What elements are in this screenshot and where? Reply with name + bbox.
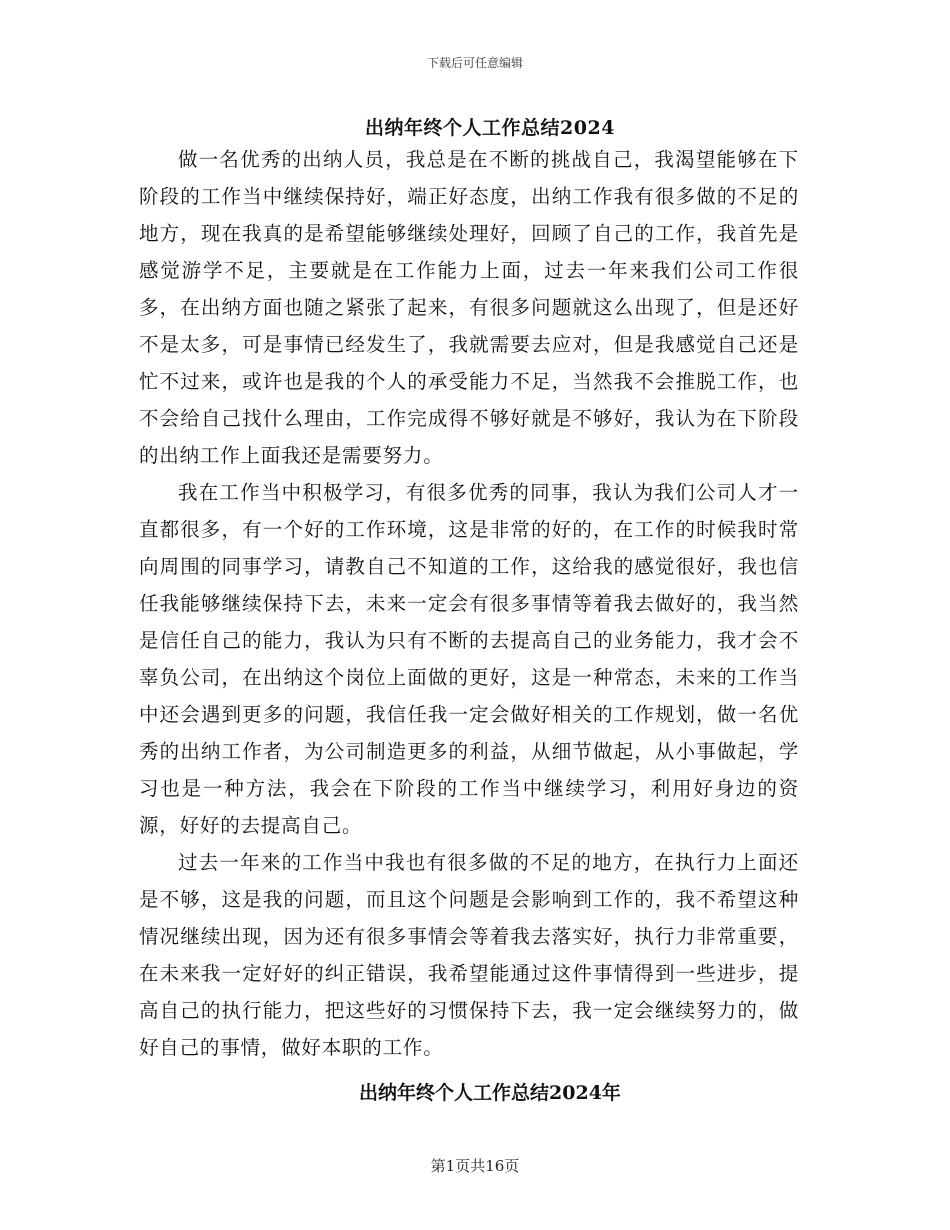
paragraph: 过去一年来的工作当中我也有很多做的不足的地方，在执行力上面还是不够，这是我的问题，而且这个问题是会影响到工作的，我不希望这种情况继续出现，因为还有很多事情会等着我去落实好，执行力非常重要，在未来我一定好好的纠正错误，我希望能通过这件事情得到一些进步，提高自己的执行能力，把这些好的习惯保持下去，我一定会继续努力的，做好自己的事情，做好本职的工作。 — [139, 851, 799, 1059]
header-note: 下载后可任意编辑 — [426, 56, 523, 70]
next-section-title: 出纳年终个人工作总结2024年 — [359, 1082, 621, 1104]
paragraph: 做一名优秀的出纳人员，我总是在不断的挑战自己，我渴望能够在下阶段的工作当中继续保持好，端正好态度，出纳工作我有很多做的不足的地方，现在我真的是希望能够继续处理好，回顾了自己的工作，我首先是感觉游学不足，主要就是在工作能力上面，过去一年来我们公司工作很多，在出纳方面也随之紧张了起来，有很多问题就这么出现了，但是还好不是太多，可是事情已经发生了，我就需要去应对，但是我感觉自己还是忙不过来，或许也是我的个人的承受能力不足，当然我不会推脱工作，也不会给自己找什么理由，工作完成得不够好就是不够好，我认为在下阶段的出纳工作上面我还是需要努力。 — [139, 148, 799, 467]
paragraph: 我在工作当中积极学习，有很多优秀的同事，我认为我们公司人才一直都很多，有一个好的工作环境，这是非常的好的，在工作的时候我时常向周围的同事学习，请教自己不知道的工作，这给我的感觉很好，我也信任我能够继续保持下去，未来一定会有很多事情等着我去做好的，我当然是信任自己的能力，我认为只有不断的去提高自己的业务能力，我才会不辜负公司，在出纳这个岗位上面做的更好，这是一种常态，未来的工作当中还会遇到更多的问题，我信任我一定会做好相关的工作规划，做一名优秀的出纳工作者，为公司制造更多的利益，从细节做起，从小事做起，学习也是一种方法，我会在下阶段的工作当中继续学习，利用好身边的资源，好好的去提高自己。 — [139, 481, 799, 837]
page-number: 第1页共16页 — [430, 1157, 520, 1175]
document-title: 出纳年终个人工作总结2024 — [365, 117, 615, 139]
document-body — [139, 141, 799, 1066]
